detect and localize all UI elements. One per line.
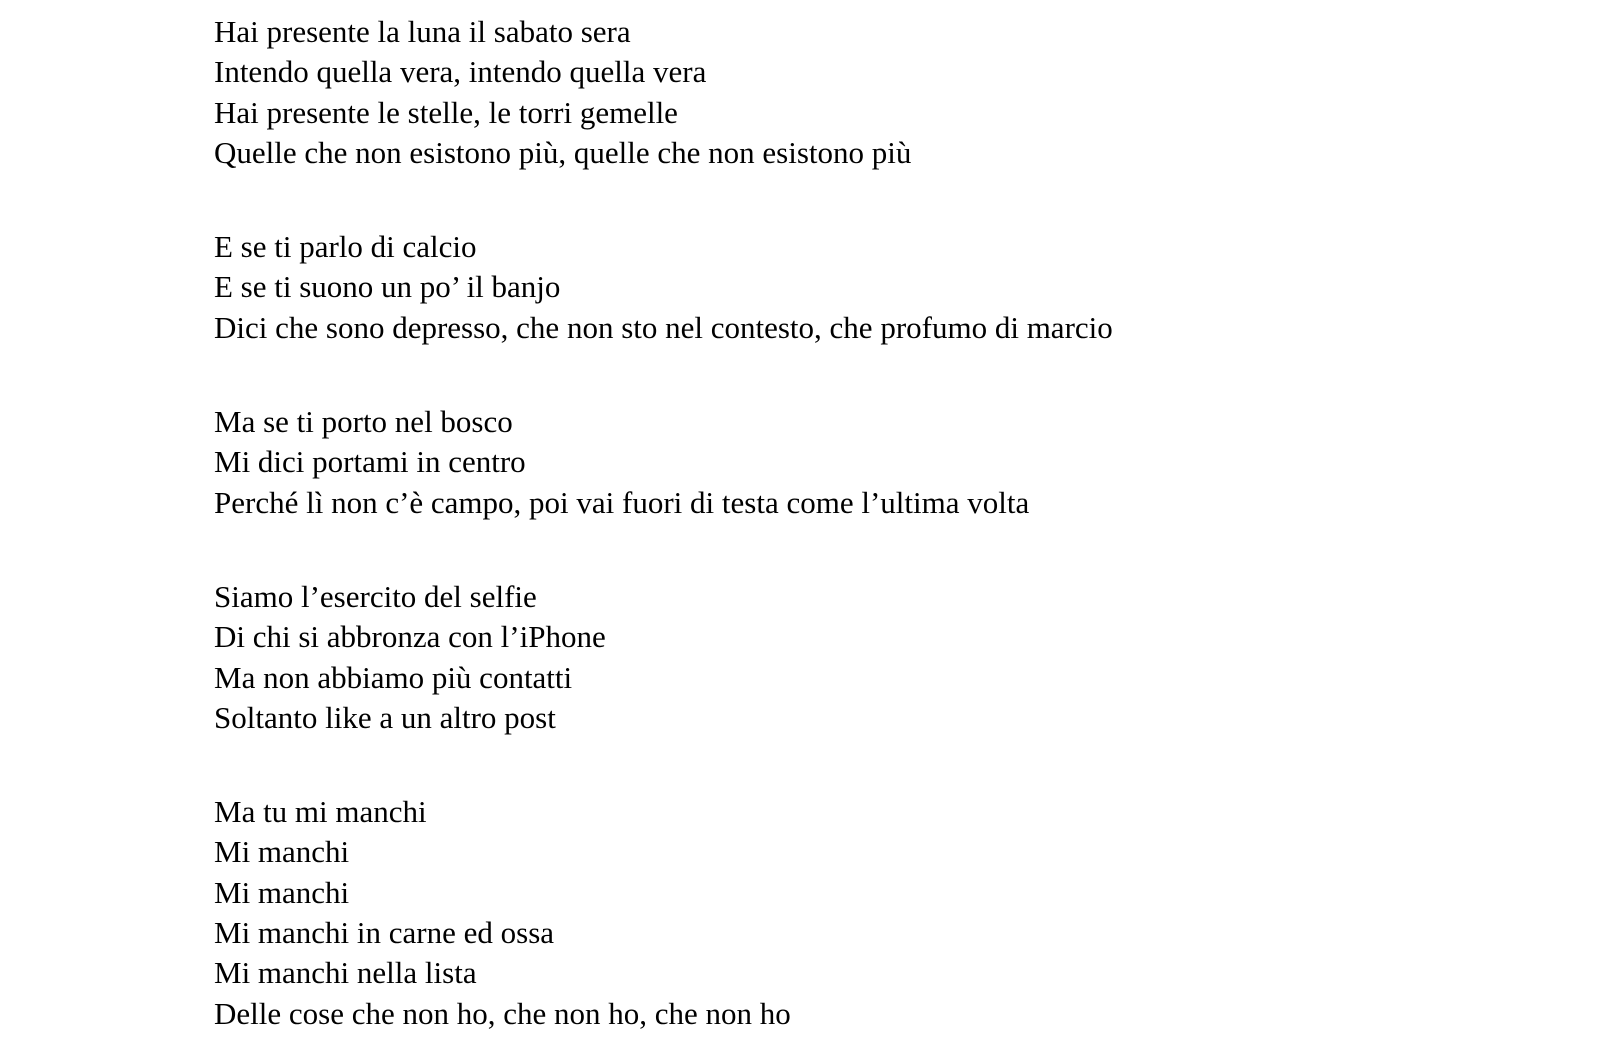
lyric-line: Ma tu mi manchi	[214, 794, 427, 830]
lyric-line: Perché lì non c’è campo, poi vai fuori di testa come l’ultima volta	[214, 484, 1030, 520]
lyric-line: Hai presente le stelle, le torri gemelle	[214, 94, 678, 130]
lyric-line: Delle cose che non ho, che non ho, che non ho	[214, 995, 791, 1031]
lyrics-document	[214, 12, 1554, 1034]
lyric-line: Mi manchi in carne ed ossa	[214, 915, 555, 951]
stanza-3	[214, 402, 1554, 523]
lyric-line: Ma non abbiamo più contatti	[214, 659, 573, 695]
lyric-line: Di chi si abbronza con l’iPhone	[214, 619, 606, 655]
stanza-4	[214, 577, 1554, 738]
lyric-line: Mi manchi	[214, 874, 350, 910]
stanza-5	[214, 792, 1554, 1034]
lyric-line: Ma se ti porto nel bosco	[214, 404, 513, 440]
lyric-line: Dici che sono depresso, che non sto nel contesto, che profumo di marcio	[214, 309, 1113, 345]
lyric-line: Hai presente la luna il sabato sera	[214, 14, 631, 49]
lyric-line: Intendo quella vera, intendo quella vera	[214, 54, 707, 90]
lyric-line: Quelle che non esistono più, quelle che non esistono più	[214, 134, 912, 170]
lyric-line: Siamo l’esercito del selfie	[214, 578, 537, 614]
stanza-1	[214, 12, 1554, 173]
lyric-line: E se ti suono un po’ il banjo	[214, 269, 561, 305]
lyric-line: Mi manchi nella lista	[214, 955, 477, 991]
lyric-line: Mi manchi	[214, 834, 350, 870]
lyric-line: Mi dici portami in centro	[214, 444, 526, 480]
stanza-2	[214, 227, 1554, 348]
lyric-line: E se ti parlo di calcio	[214, 229, 477, 265]
lyric-line: Soltanto like a un altro post	[214, 699, 556, 735]
